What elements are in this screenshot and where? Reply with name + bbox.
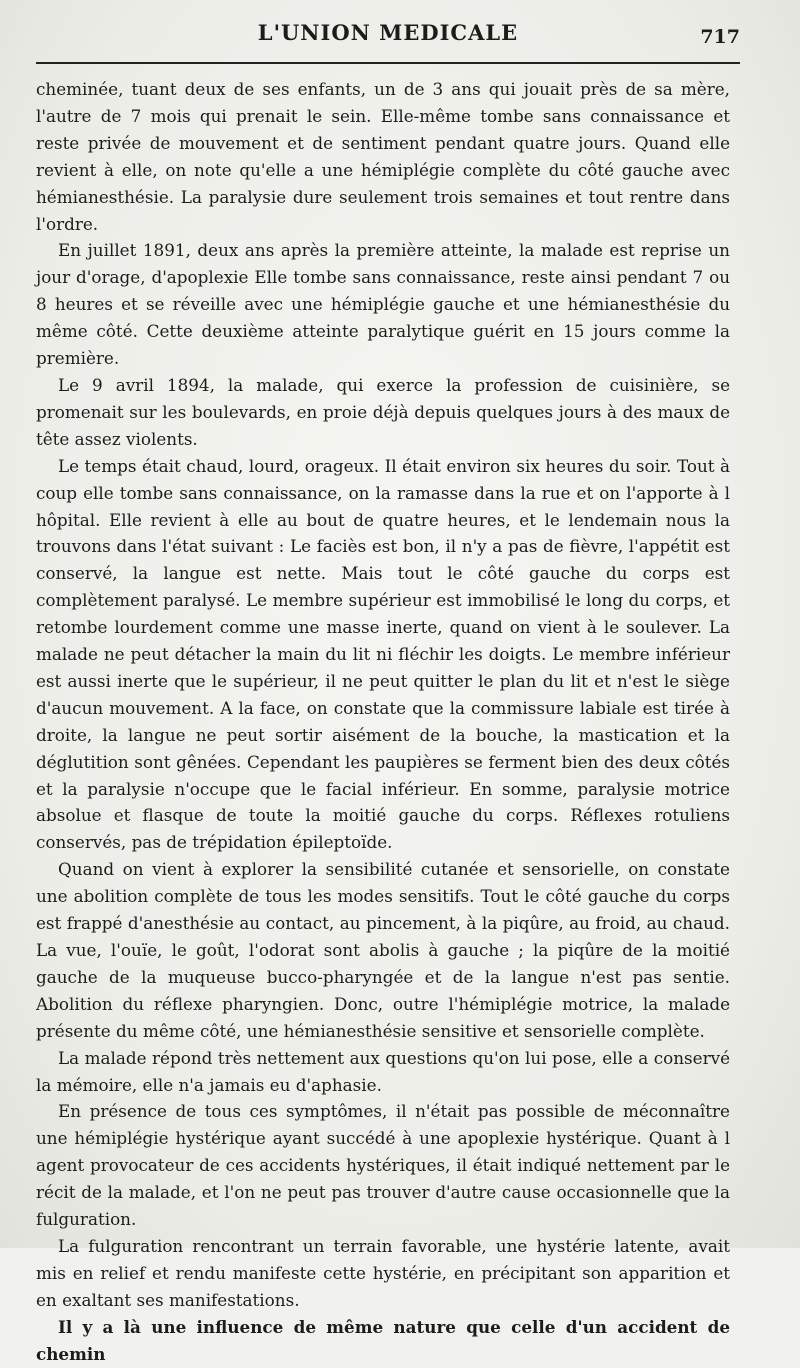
paragraph: En présence de tous ces symptômes, il n'était pas possible de méconnaître une hémiplégie hystérique ayant succédé à une apoplexie hystérique. Quant à l agent provocateur de ces accidents hystériques, il était indiqué nettement par le récit de la malade, et l'on ne peut pas trouver d'autre cause occasionnelle que la fulguration. [36, 1101, 730, 1230]
paragraph: Quand on vient à explorer la sensibilité cutanée et sensorielle, on constate une abolition complète de tous les modes sensitifs. Tout le côté gauche du corps est frappé d'anesthésie au contact, au pincement, à la piqûre, au froid, au chaud. La vue, l'ouïe, le goût, l'odorat sont abolis à gauche ; la piqûre de la moitié gauche de la muqueuse bucco-pharyngée et de la langue n'est pas sentie. Abolition du réflexe pharyngien. Donc, outre l'hémiplégie motrice, la malade présente du même côté, une hémianesthésie sensitive et sensorielle complète. [36, 859, 730, 1041]
paragraph: Il y a là une influence de même nature que celle d'un accident de chemin [36, 1316, 730, 1364]
paragraph: La malade répond très nettement aux questions qu'on lui pose, elle a conservé la mémoire, elle n'a jamais eu d'aphasie. [36, 1047, 730, 1095]
paragraph: Le 9 avril 1894, la malade, qui exerce la profession de cuisinière, se promenait sur les boulevards, en proie déjà depuis quelques jours à des maux de tête assez violents. [36, 374, 730, 449]
body-text [36, 76, 730, 1368]
journal-title: L'UNION MEDICALE [257, 20, 519, 45]
paragraph: cheminée, tuant deux de ses enfants, un de 3 ans qui jouait près de sa mère, l'autre de 7 mois qui prenait le sein. Elle-même tombe sans connaissance et reste privée de mouvement et de sentiment pendant quatre jours. Quand elle revient à elle, on note qu'elle a une hémiplégie complète du côté gauche avec hémianesthésie. La paralysie dure seulement trois semaines et tout rentre dans l'ordre. [36, 79, 730, 234]
paragraph: En juillet 1891, deux ans après la première atteinte, la malade est reprise un jour d'orage, d'apoplexie Elle tombe sans connaissance, reste ainsi pendant 7 ou 8 heures et se réveille avec une hémiplégie gauche et une hémianesthésie du même côté. Cette deuxième atteinte paralytique guérit en 15 jours comme la première. [36, 240, 730, 369]
paragraph: Le temps était chaud, lourd, orageux. Il était environ six heures du soir. Tout à coup elle tombe sans connaissance, on la ramasse dans la rue et on l'apporte à l hôpital. Elle revient à elle au bout de quatre heures, et le lendemain nous la trouvons dans l'état suivant : Le faciès est bon, il n'y a pas de fièvre, l'appétit est conservé, la langue est nette. Mais tout le côté gauche du corps est complètement paralysé. Le membre supérieur est immobilisé le long du corps, et retombe lourdement comme une masse inerte, quand on vient à le soulever. La malade ne peut détacher la main du lit ni fléchir les doigts. Le membre inférieur est aussi inerte que le supérieur, il ne peut quitter le plan du lit et n'est le siège d'aucun mouvement. A la face, on constate que la commissure labiale est tirée à droite, la langue ne peut sortir aisément de la bouche, la mastication et la déglutition sont gênées. Cependant les paupières se ferment bien des deux côtés et la paralysie n'occupe que le facial inférieur. En somme, paralysie motrice absolue et flasque de toute la moitié gauche du corps. Réflexes rotuliens conservés, pas de trépidation épileptoïde. [36, 455, 730, 853]
page-number: 717 [700, 26, 740, 48]
page-header [36, 16, 740, 64]
paragraph: La fulguration rencontrant un terrain favorable, une hystérie latente, avait mis en relief et rendu manifeste cette hystérie, en précipitant son apparition et en exaltant ses manifestations. [36, 1235, 730, 1310]
